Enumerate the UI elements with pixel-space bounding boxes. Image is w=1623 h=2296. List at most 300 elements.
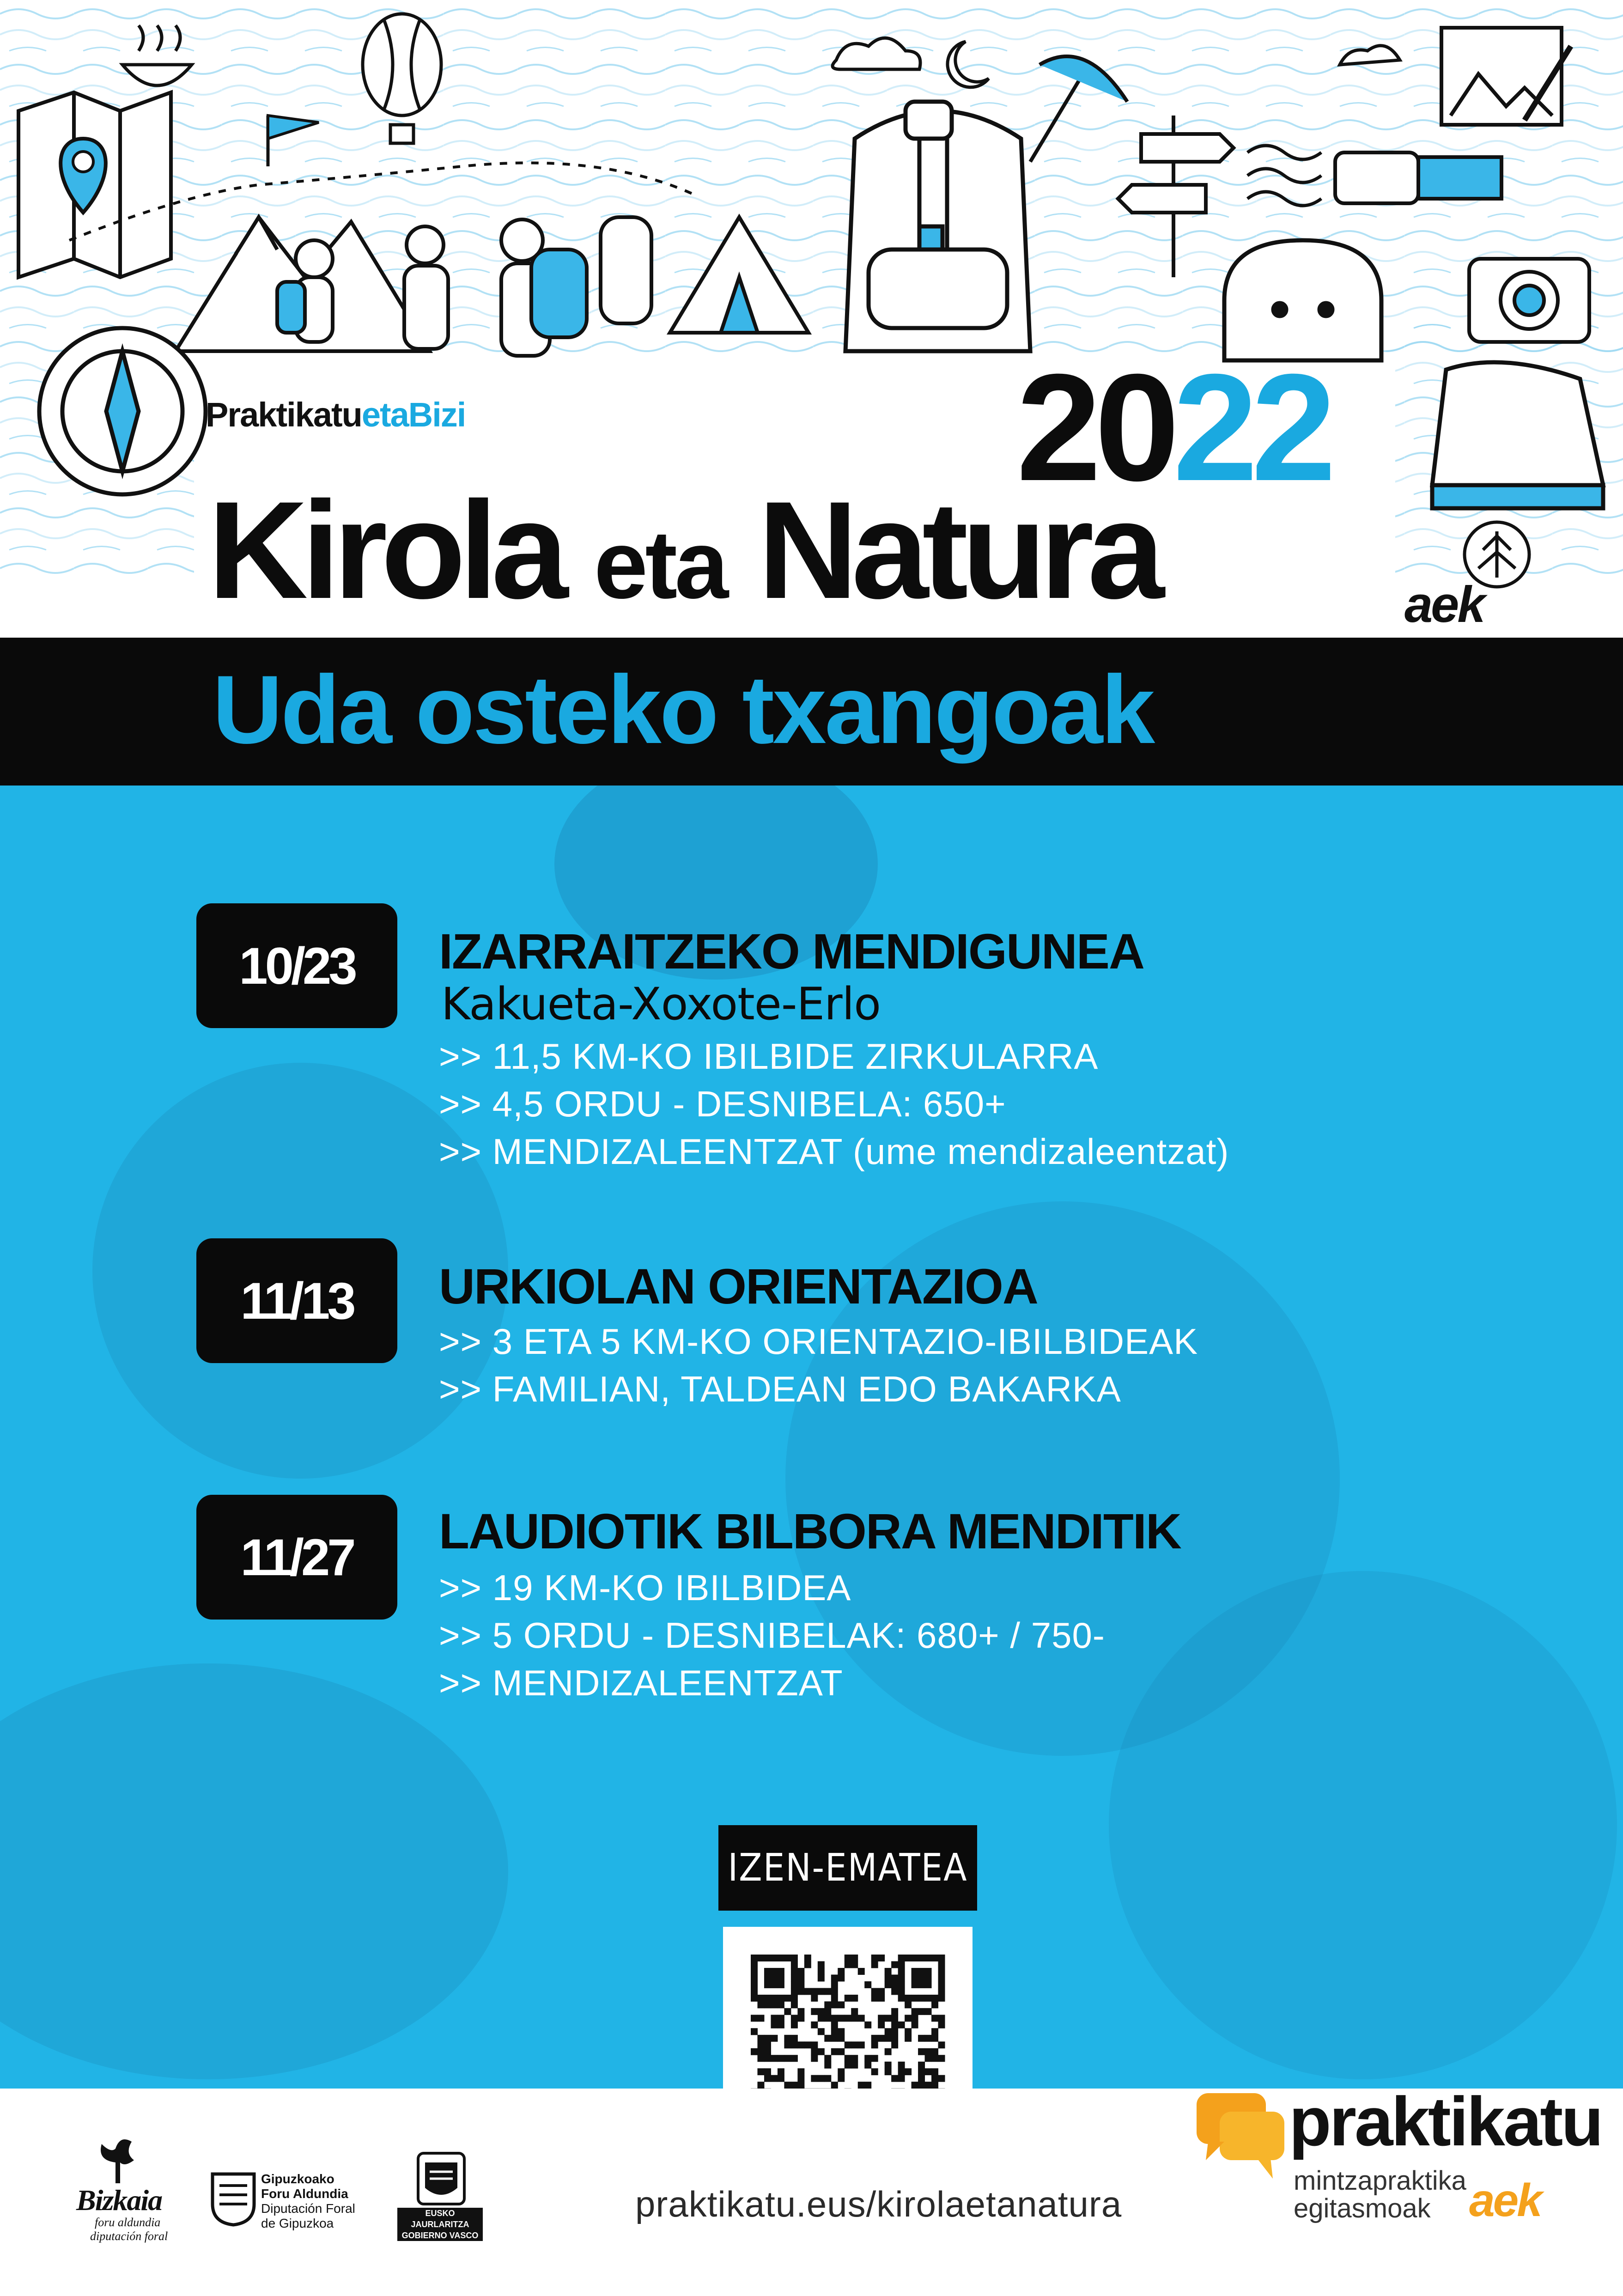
- qr-module: [912, 2008, 918, 2015]
- qr-module: [918, 1981, 925, 1988]
- qr-module: [898, 2075, 905, 2082]
- qr-module: [891, 1961, 898, 1968]
- qr-module: [818, 2048, 825, 2055]
- photo-silhouette: [0, 1663, 508, 2079]
- praktikatu-logo-sub: [1294, 2167, 1466, 2223]
- qr-module: [912, 2082, 918, 2089]
- qr-module: [811, 2055, 818, 2062]
- qr-module: [845, 1961, 851, 1968]
- qr-module: [858, 2041, 865, 2048]
- qr-module: [811, 1995, 818, 2002]
- gipuzkoa-text: [261, 2172, 355, 2231]
- qr-module: [764, 2001, 771, 2008]
- qr-module: [751, 1988, 758, 1995]
- qr-module: [938, 2055, 945, 2062]
- qr-module: [831, 2048, 838, 2055]
- qr-module: [938, 2015, 945, 2022]
- event-detail-line: >> 3 ETA 5 KM-KO ORIENTAZIO-IBILBIDEAK: [439, 1321, 1198, 1362]
- qr-module: [925, 1974, 932, 1981]
- qr-module: [818, 1968, 825, 1975]
- qr-module: [791, 2041, 798, 2048]
- qr-module: [925, 1981, 932, 1988]
- qr-module: [885, 2048, 892, 2055]
- picture-frame-icon: [1441, 28, 1571, 125]
- qr-module: [831, 1974, 838, 1981]
- qr-module: [931, 1955, 938, 1961]
- qr-module: [757, 1995, 764, 2002]
- qr-module: [778, 2055, 784, 2062]
- qr-module: [918, 1974, 925, 1981]
- qr-module: [771, 2015, 778, 2022]
- qr-module: [757, 2035, 764, 2042]
- qr-module: [931, 2028, 938, 2035]
- qr-module: [784, 2008, 791, 2015]
- qr-module: [764, 2035, 771, 2042]
- qr-module: [838, 2035, 845, 2042]
- qr-module: [905, 2028, 912, 2035]
- qr-module: [791, 1961, 798, 1968]
- event-date: 11/27: [196, 1495, 397, 1620]
- qr-module: [891, 2041, 898, 2048]
- qr-module: [851, 1995, 858, 2002]
- gipuzkoa-line: Diputación Foral: [261, 2201, 355, 2216]
- qr-module: [797, 2008, 804, 2015]
- qr-module: [804, 1961, 811, 1968]
- qr-module: [925, 2035, 932, 2042]
- qr-module: [831, 2028, 838, 2035]
- qr-module: [925, 2068, 932, 2075]
- praktikatu-eta-bizi-brand: PraktikatuetaBizi: [206, 396, 466, 434]
- qr-module: [851, 2055, 858, 2062]
- qr-module: [851, 2015, 858, 2022]
- qr-module: [918, 2075, 925, 2082]
- qr-module: [778, 1974, 784, 1981]
- qr-module: [764, 2055, 771, 2062]
- bizkaia-line: foru aldundia: [95, 2216, 161, 2229]
- qr-module: [764, 1995, 771, 2002]
- qr-module: [797, 2041, 804, 2048]
- qr-module: [912, 1955, 918, 1961]
- qr-module: [831, 1981, 838, 1988]
- qr-module: [811, 2041, 818, 2048]
- qr-module: [898, 1974, 905, 1981]
- qr-module: [784, 1995, 791, 2002]
- qr-module: [771, 2035, 778, 2042]
- qr-module: [912, 2022, 918, 2028]
- qr-module: [797, 1988, 804, 1995]
- qr-module: [931, 2082, 938, 2089]
- qr-module: [885, 2035, 892, 2042]
- qr-module: [757, 2015, 764, 2022]
- qr-module: [891, 2008, 898, 2015]
- event-title: URKIOLAN ORIENTAZIOA: [439, 1258, 1038, 1314]
- qr-module: [845, 1955, 851, 1961]
- qr-module: [824, 2008, 831, 2015]
- qr-module: [771, 2022, 778, 2028]
- qr-module: [751, 1974, 758, 1981]
- qr-module: [838, 1968, 845, 1975]
- qr-module: [751, 2028, 758, 2035]
- qr-module: [918, 2082, 925, 2089]
- qr-module: [778, 2015, 784, 2022]
- qr-module: [938, 2022, 945, 2028]
- qr-module: [791, 1988, 798, 1995]
- qr-module: [751, 2015, 758, 2022]
- qr-module: [838, 1974, 845, 1981]
- qr-module: [891, 1981, 898, 1988]
- qr-module: [797, 2068, 804, 2075]
- qr-module: [845, 2041, 851, 2048]
- qr-module: [891, 1988, 898, 1995]
- qr-module: [851, 1961, 858, 1968]
- event-title: LAUDIOTIK BILBORA MENDITIK: [439, 1503, 1181, 1559]
- qr-module: [885, 1974, 892, 1981]
- qr-module: [751, 1961, 758, 1968]
- qr-module: [771, 2075, 778, 2082]
- qr-module: [918, 1968, 925, 1975]
- qr-module: [818, 1988, 825, 1995]
- qr-module: [791, 1955, 798, 1961]
- qr-module: [864, 2022, 871, 2028]
- qr-module: [871, 2055, 878, 2062]
- qr-module: [784, 2082, 791, 2089]
- eusko-line: EUSKO JAURLARITZA: [411, 2209, 469, 2229]
- eusko-jaurlaritza-emblem-icon: [402, 2151, 480, 2206]
- qr-module: [925, 1955, 932, 1961]
- qr-module: [938, 2041, 945, 2048]
- qr-module: [824, 2055, 831, 2062]
- qr-module: [764, 1974, 771, 1981]
- qr-module: [858, 1968, 865, 1975]
- praktikatu-sub-line: egitasmoak: [1294, 2193, 1431, 2223]
- qr-module: [838, 2048, 845, 2055]
- qr-module: [791, 2035, 798, 2042]
- qr-module: [871, 1988, 878, 1995]
- qr-module: [818, 2075, 825, 2082]
- qr-module: [771, 1995, 778, 2002]
- qr-module: [851, 2041, 858, 2048]
- qr-module: [764, 2075, 771, 2082]
- qr-module: [771, 2001, 778, 2008]
- qr-module: [831, 2001, 838, 2008]
- qr-module: [778, 1995, 784, 2002]
- qr-module: [925, 2082, 932, 2089]
- qr-module: [791, 1981, 798, 1988]
- qr-module: [791, 2001, 798, 2008]
- qr-module: [885, 2028, 892, 2035]
- gipuzkoa-shield-icon: [210, 2172, 256, 2227]
- event-detail-line: >> 19 KM-KO IBILBIDEA: [439, 1567, 851, 1608]
- qr-module: [871, 2035, 878, 2042]
- qr-module: [925, 1995, 932, 2002]
- qr-module: [791, 2082, 798, 2089]
- event-details: [439, 1564, 1105, 1707]
- qr-module: [838, 2075, 845, 2082]
- qr-module: [811, 1988, 818, 1995]
- gipuzkoa-line: Gipuzkoako: [261, 2172, 334, 2186]
- qr-module: [878, 1955, 885, 1961]
- qr-module: [811, 2008, 818, 2015]
- qr-module: [791, 2015, 798, 2022]
- registration-button[interactable]: IZEN-EMATEA: [718, 1825, 977, 1911]
- qr-module: [838, 2028, 845, 2035]
- aek-logo: aek: [1404, 576, 1484, 633]
- qr-module: [918, 2048, 925, 2055]
- event-detail-line: >> 4,5 ORDU - DESNIBELA: 650+: [439, 1084, 1006, 1124]
- qr-module: [751, 1981, 758, 1988]
- qr-module: [811, 2048, 818, 2055]
- qr-module: [938, 1974, 945, 1981]
- qr-module: [925, 1968, 932, 1975]
- qr-module: [831, 2022, 838, 2028]
- qr-module: [925, 2008, 932, 2015]
- qr-module: [918, 2068, 925, 2075]
- qr-module: [797, 2082, 804, 2089]
- qr-module: [858, 2015, 865, 2022]
- subtitle: Uda osteko txangoak: [213, 655, 1154, 764]
- flashlight-icon: [1335, 152, 1501, 203]
- qr-module: [864, 2062, 871, 2069]
- praktikatu-sub-line: mintzapraktika: [1294, 2166, 1466, 2196]
- qr-module: [931, 1995, 938, 2002]
- qr-module: [845, 2062, 851, 2069]
- event-title: IZARRAITZEKO MENDIGUNEA: [439, 923, 1144, 979]
- qr-module: [864, 1981, 871, 1988]
- qr-module: [797, 2015, 804, 2022]
- eusko-line: GOBIERNO VASCO: [401, 2231, 479, 2240]
- qr-module: [898, 1961, 905, 1968]
- qr-module: [845, 2015, 851, 2022]
- qr-module: [885, 2015, 892, 2022]
- qr-module: [831, 2035, 838, 2042]
- qr-module: [918, 2008, 925, 2015]
- qr-module: [778, 1968, 784, 1975]
- qr-module: [878, 2022, 885, 2028]
- qr-module: [757, 2082, 764, 2089]
- qr-module: [845, 2055, 851, 2062]
- qr-module: [784, 2055, 791, 2062]
- qr-module: [912, 1968, 918, 1975]
- qr-module: [831, 2082, 838, 2089]
- qr-module: [931, 2015, 938, 2022]
- qr-module: [931, 2001, 938, 2008]
- qr-module: [797, 1974, 804, 1981]
- qr-module: [885, 2062, 892, 2069]
- qr-module: [838, 2015, 845, 2022]
- qr-module: [771, 1981, 778, 1988]
- qr-module: [905, 2035, 912, 2042]
- qr-module: [898, 1955, 905, 1961]
- qr-module: [878, 2035, 885, 2042]
- praktikatu-aek: aek: [1469, 2174, 1541, 2226]
- qr-module: [905, 1995, 912, 2002]
- qr-module: [818, 1974, 825, 1981]
- qr-module: [764, 1981, 771, 1988]
- qr-module: [851, 2062, 858, 2069]
- qr-module: [771, 2055, 778, 2062]
- qr-module: [838, 2068, 845, 2075]
- qr-module: [831, 2015, 838, 2022]
- qr-module: [838, 2001, 845, 2008]
- qr-module: [871, 2068, 878, 2075]
- qr-module: [898, 1981, 905, 1988]
- qr-module: [778, 2068, 784, 2075]
- qr-module: [918, 1955, 925, 1961]
- qr-module: [764, 2048, 771, 2055]
- qr-module: [891, 1974, 898, 1981]
- qr-module: [757, 2041, 764, 2048]
- compass-icon: [39, 328, 206, 494]
- qr-module: [797, 1968, 804, 1975]
- qr-module: [751, 1995, 758, 2002]
- qr-module: [931, 2055, 938, 2062]
- qr-module: [938, 1961, 945, 1968]
- praktikatu-logo-word: praktikatu: [1289, 2083, 1602, 2160]
- qr-module: [757, 2048, 764, 2055]
- qr-module: [791, 2022, 798, 2028]
- bizkaia-line: diputación foral: [90, 2229, 168, 2243]
- qr-module: [938, 1968, 945, 1975]
- qr-module: [878, 1995, 885, 2002]
- qr-module: [878, 1988, 885, 1995]
- qr-module: [891, 2022, 898, 2028]
- qr-module: [891, 2028, 898, 2035]
- qr-module: [757, 2055, 764, 2062]
- qr-module: [818, 2008, 825, 2015]
- qr-module: [824, 2015, 831, 2022]
- qr-module: [751, 1968, 758, 1975]
- qr-module: [778, 1981, 784, 1988]
- qr-module: [898, 2022, 905, 2028]
- qr-module: [918, 1995, 925, 2002]
- qr-module: [764, 2068, 771, 2075]
- qr-module: [751, 2048, 758, 2055]
- event-details: [439, 1318, 1198, 1413]
- qr-module: [938, 1995, 945, 2002]
- qr-module: [905, 2001, 912, 2008]
- qr-module: [804, 1955, 811, 1961]
- qr-module: [771, 1974, 778, 1981]
- qr-module: [784, 1955, 791, 1961]
- qr-module: [804, 1988, 811, 1995]
- qr-module: [778, 2022, 784, 2028]
- qr-module: [885, 2068, 892, 2075]
- qr-module: [938, 1981, 945, 1988]
- qr-module: [824, 2001, 831, 2008]
- bizkaia-name: Bizkaia: [76, 2184, 162, 2217]
- qr-module: [818, 1961, 825, 1968]
- qr-module: [871, 2041, 878, 2048]
- qr-module: [885, 1968, 892, 1975]
- qr-module: [791, 1968, 798, 1975]
- qr-module: [791, 1995, 798, 2002]
- qr-module: [778, 2001, 784, 2008]
- qr-module: [864, 2082, 871, 2089]
- qr-module: [898, 1995, 905, 2002]
- qr-module: [757, 2001, 764, 2008]
- qr-module: [797, 1981, 804, 1988]
- qr-module: [905, 2068, 912, 2075]
- gipuzkoa-line: de Gipuzkoa: [261, 2216, 334, 2230]
- bizkaia-tree-icon: [88, 2135, 148, 2186]
- qr-module: [898, 2068, 905, 2075]
- qr-module: [891, 2075, 898, 2082]
- qr-module: [791, 2055, 798, 2062]
- qr-module: [757, 2068, 764, 2075]
- qr-module: [898, 1968, 905, 1975]
- qr-module: [931, 2068, 938, 2075]
- qr-module: [778, 1955, 784, 1961]
- qr-module: [871, 1995, 878, 2002]
- event-detail-line: >> FAMILIAN, TALDEAN EDO BAKARKA: [439, 1369, 1121, 1409]
- qr-module: [771, 1968, 778, 1975]
- qr-module: [938, 2075, 945, 2082]
- qr-module: [764, 1955, 771, 1961]
- qr-module: [898, 2062, 905, 2069]
- event-detail-line: >> 11,5 KM-KO IBILBIDE ZIRKULARRA: [439, 1036, 1099, 1077]
- qr-module: [918, 2035, 925, 2042]
- qr-module: [764, 2041, 771, 2048]
- year-title: 2022: [1016, 342, 1330, 512]
- qr-module: [898, 1988, 905, 1995]
- qr-module: [824, 2062, 831, 2069]
- qr-module: [831, 1995, 838, 2002]
- qr-module: [918, 2062, 925, 2069]
- eusko-jaurlaritza-label: [397, 2208, 483, 2241]
- website-url[interactable]: praktikatu.eus/kirolaetanatura: [635, 2184, 1122, 2224]
- qr-module: [784, 2035, 791, 2042]
- main-title: Kirola eta Natura: [208, 472, 1158, 627]
- event-subtitle: Kakueta-Xoxote-Erlo: [441, 978, 881, 1030]
- qr-module: [905, 2015, 912, 2022]
- qr-module: [912, 1981, 918, 1988]
- qr-module: [845, 1995, 851, 2002]
- event-details: [439, 1033, 1229, 1175]
- qr-module: [912, 1974, 918, 1981]
- qr-module: [818, 2028, 825, 2035]
- event-date: 10/23: [196, 903, 397, 1028]
- qr-module: [751, 1955, 758, 1961]
- camera-icon: [1469, 259, 1589, 342]
- qr-module: [864, 2055, 871, 2062]
- qr-module: [931, 2075, 938, 2082]
- qr-module: [804, 2041, 811, 2048]
- qr-module: [931, 2048, 938, 2055]
- qr-module: [931, 2035, 938, 2042]
- qr-module: [778, 2075, 784, 2082]
- qr-module: [791, 1974, 798, 1981]
- boot-icon: [1432, 362, 1603, 508]
- qr-module: [905, 1955, 912, 1961]
- qr-module: [797, 2075, 804, 2082]
- qr-module: [851, 2008, 858, 2015]
- qr-module: [925, 2048, 932, 2055]
- photo-silhouette: [1109, 1571, 1617, 2079]
- qr-module: [912, 2015, 918, 2022]
- qr-module: [818, 2015, 825, 2022]
- qr-module: [912, 1995, 918, 2002]
- qr-module: [938, 1955, 945, 1961]
- qr-module: [851, 1955, 858, 1961]
- qr-module: [811, 2022, 818, 2028]
- qr-module: [757, 1955, 764, 1961]
- event-detail-line: >> 5 ORDU - DESNIBELAK: 680+ / 750-: [439, 1615, 1105, 1656]
- qr-module: [878, 2015, 885, 2022]
- qr-module: [925, 2055, 932, 2062]
- qr-module: [891, 2035, 898, 2042]
- backpack-icon: [845, 102, 1030, 351]
- qr-module: [938, 1988, 945, 1995]
